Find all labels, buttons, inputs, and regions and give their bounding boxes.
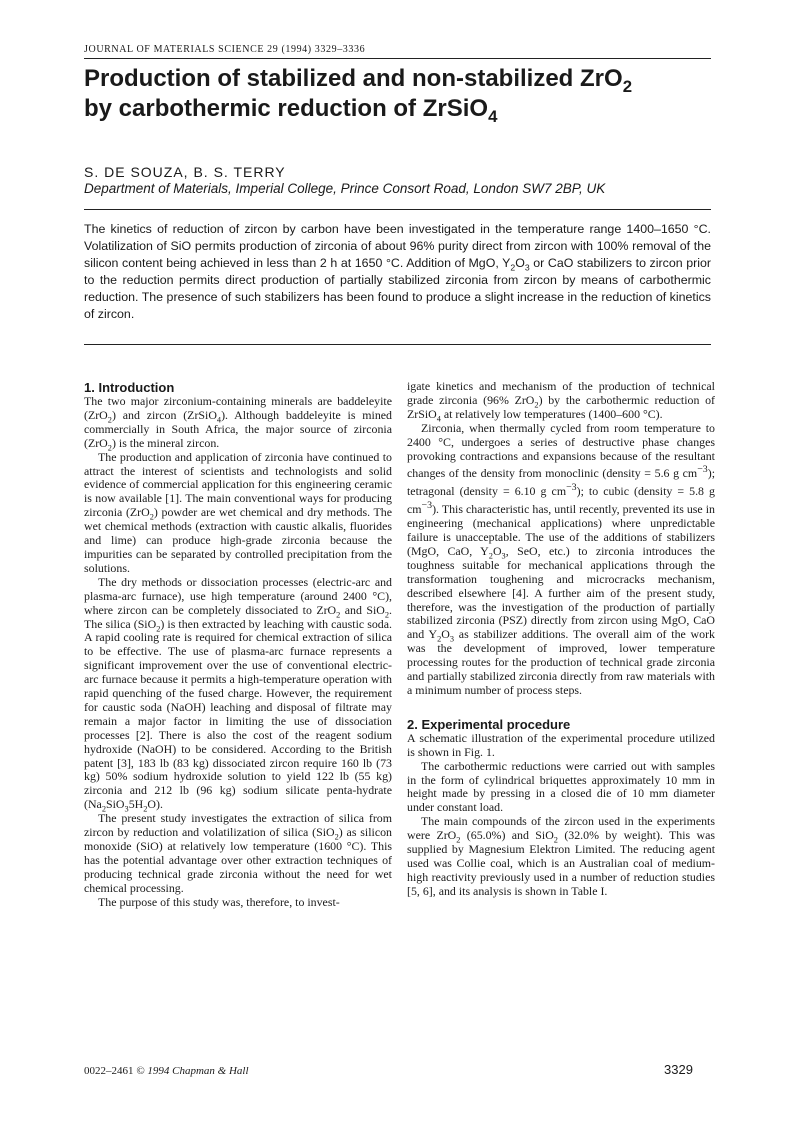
journal-header: JOURNAL OF MATERIALS SCIENCE 29 (1994) 3329–3336 [84,44,366,55]
abstract: The kinetics of reduction of zircon by carbon have been investigated in the temperature range 1400–1650 °C. Volatilization of SiO permits production of zirconia of about 96% purity direct from zircon with 100% removal of the silicon content being achieved in less than 2 h at 1650 °C. Addition of MgO, $Y_2O_3$ or CaO stabilizers to zircon prior to the reduction permits direct production of partially stabilized zirconia from zircon by means of carbothermic reduction. The presence of such stabilizers has been found to produce a slight increase in the reduction of kinetics of zircon. [84,222,711,321]
paragraph: The purpose of this study was, therefore, to invest- [98,894,340,909]
abstract-top-rule [84,209,711,210]
abstract-bottom-rule [84,344,711,345]
paragraph: The dry methods or dissociation processes (electric-arc and plasma-arc furnace), use high temperature (around 2400 °C), where zircon can be completely dissociated to ZrO$_2$ and SiO$_2$. The silica (SiO$_2$) is then extracted by leaching with caustic soda. A rapid cooling rate is required for chemical extraction of silica to be effective. The use of plasma-arc furnace represents a significant improvement over the use of conventional electric-arc furnace because it permits a high-temperature operation with rapid quenching of the fused charge. However, the requirement for caustic soda (NaOH) leaching and disposal of filtrate may remain a major factor in limiting the use of dissociation processes [2]. There is also the cost of the reagent sodium hydroxide (NaOH) to be considered. According to the British patent [3], 183 lb (83 kg) dissociated zircon require 160 lb (73 kg) 50% sodium hydroxide solution to yield 122 lb (55 kg) zirconia and 212 lb (96 kg) sodium silicate penta-hydrate $(Na_2SiO_35H_2O)$. [84,574,392,814]
paragraph: The present study investigates the extraction of silica from zircon by reduction and volatilization of silica (SiO$_2$) as silicon monoxide (SiO) at relatively low temperature (1600 °C). This has the potential advantage over other extraction techniques of producing technical grade zirconia without the need for wet chemical processing. [84,811,392,895]
section-heading-introduction: 1. Introduction [84,380,175,395]
paragraph: A schematic illustration of the experimental procedure utilized is shown in Fig. 1. [407,730,715,759]
affiliation: Department of Materials, Imperial College, Prince Consort Road, London SW7 2BP, UK [84,181,606,196]
page-number: 3329 [664,1062,693,1077]
author-list: S. DE SOUZA, B. S. TERRY [84,164,286,180]
left-column [84,380,392,910]
article-title: Production of stabilized and non-stabilized ZrO$_2$ by carbothermic reduction of ZrSiO$_4$ [84,65,633,126]
paragraph: The two major zirconium-containing minerals are baddeleyite (ZrO$_2$) and zircon (ZrSiO$_4$). Although baddeleyite is mined commercially in South Africa, the major source of zirconia (ZrO$_2$) is the mineral zircon. [84,394,392,453]
footer-issn: 0022–2461 © 1994 Chapman & Hall [84,1065,249,1077]
footer-copyright: © 1994 Chapman & Hall [133,1065,249,1077]
header-rule [84,58,711,59]
paragraph: The production and application of zirconia have continued to attract the interest of scientists and technologists and solid evidence of commercial application for this engineering ceramic is now available [1]. The main conventional ways for producing zirconia (ZrO$_2$) powder are wet chemical and dry methods. The wet chemical methods (extraction with caustic alkalis, fluorides and lime) can produce high-grade zirconia because the impurities can be separated by controlled precipitation from the solutions. [84,449,392,575]
section-heading-experimental: 2. Experimental procedure [407,716,571,732]
paragraph: The main compounds of the zircon used in the experiments were ZrO$_2$ (65.0%) and SiO$_2$ (32.0% by weight). This was supplied by Magnesium Elektron Limited. The reducing agent used was Collie coal, which is an Australian coal of medium-high reactivity previously used in a number of reduction studies [5, 6], and its analysis is shown in Table I. [407,814,715,898]
paragraph: Zirconia, when thermally cycled from room temperature to 2400 °C, undergoes a series of destructive phase changes provoking contractions and expansions because of the resultant changes of the density from monoclinic (density = 5.6 g $cm^{-3}$); tetragonal (density = 6.10 g $cm^{-3}$); to cubic (density = 5.8 g $cm^{-3}$). This characteristic has, until recently, prevented its use in engineering (mechanical applications) where unpredictable failure is unacceptable. The use of the additions of stabilizers (MgO, CaO, $Y_2O_3$, SeO, etc.) to zirconia introduces the toughness suitable for mechanical applications through the transformation toughening and microcracks mechanism, described elsewhere [4]. A further aim of the present study, therefore, was the investigation of the production of partially stabilized zirconia (PSZ) directly from zircon using MgO, CaO and $Y_2O_3$ as stabilizer additions. The overall aim of the work was the development of improved, lower temperature processing routes for the production of technical grade zirconia and partially stabilized zirconia directly from raw materials with a minimum number of process steps. [407,420,715,697]
paragraph: The carbothermic reductions were carried out with samples in the form of cylindrical briquettes approximately 10 mm in height made by pressing in a closed die of 10 mm diameter under constant load. [407,758,715,815]
right-column [407,380,715,899]
paragraph: igate kinetics and mechanism of the production of technical grade zirconia (96% ZrO$_2$) by the carbothermic reduction of ZrSiO$_4$ at relatively low temperatures (1400–600 °C). [407,379,715,424]
